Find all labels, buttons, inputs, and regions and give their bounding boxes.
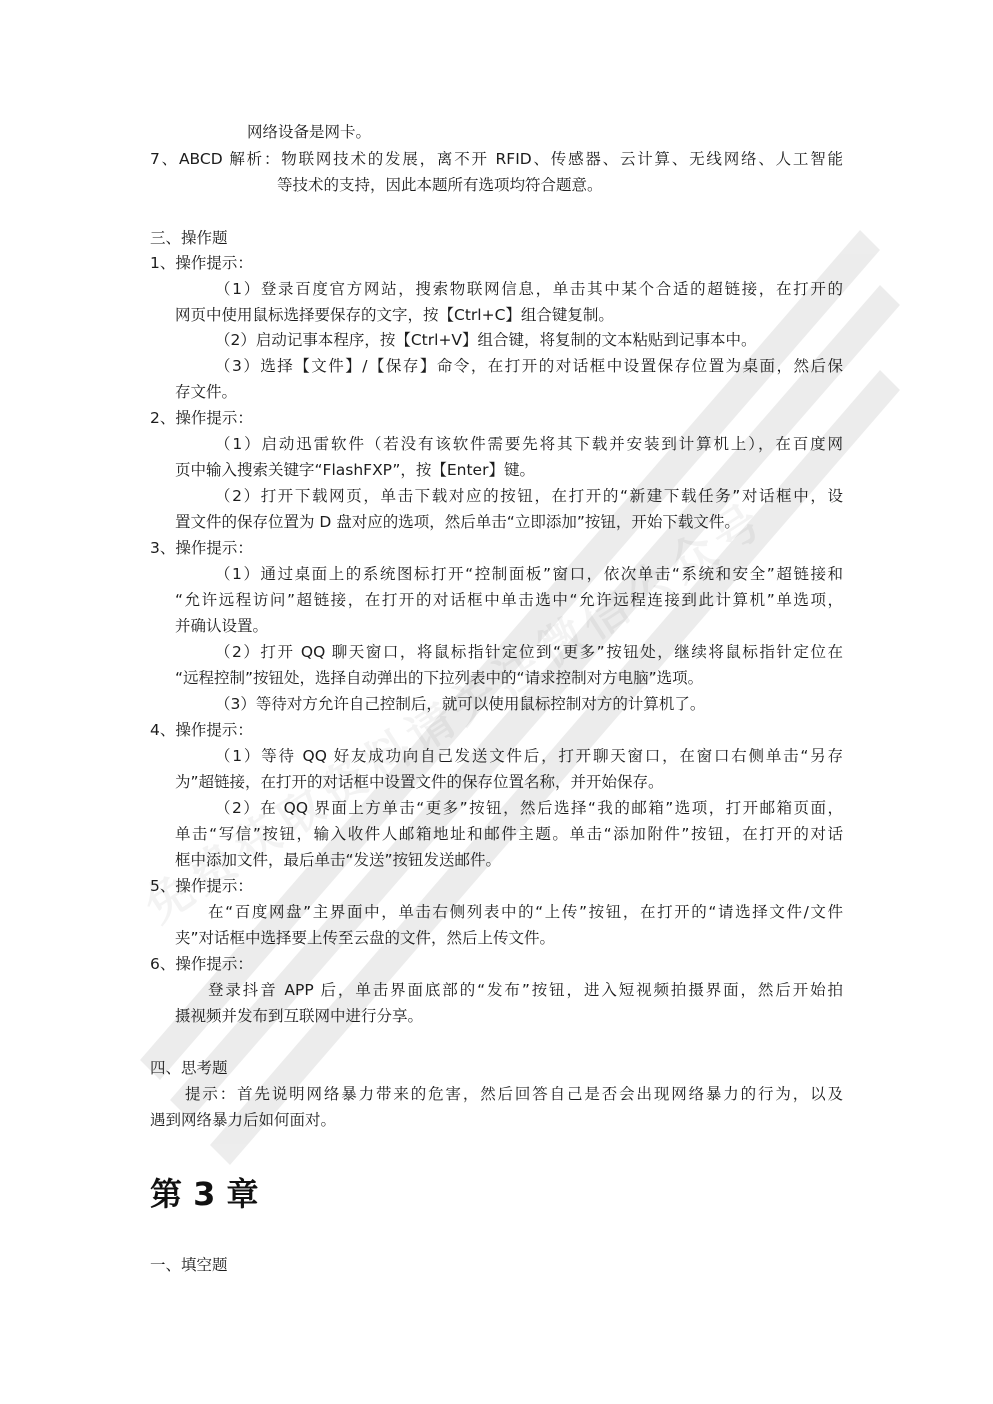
text-line: 页中输入搜索关键字“FlashFXP”，按【Enter】键。	[175, 461, 535, 479]
text-line: 网页中使用鼠标选择要保存的文字，按【Ctrl+C】组合键复制。	[175, 306, 614, 324]
question-label: 1、操作提示：	[150, 254, 253, 272]
text-line: 提示：首先说明网络暴力带来的危害，然后回答自己是否会出现网络暴力的行为，以及	[185, 1085, 843, 1103]
question-label: 6、操作提示：	[150, 955, 253, 973]
text-line: “远程控制”按钮处，选择自动弹出的下拉列表中的“请求控制对方电脑”选项。	[175, 669, 704, 687]
question-label: 2、操作提示：	[150, 409, 253, 427]
text-line: （2）打开 QQ 聊天窗口，将鼠标指针定位到“更多”按钮处，继续将鼠标指针定位在	[215, 643, 843, 661]
text-line: 等技术的支持，因此本题所有选项均符合题意。	[277, 176, 603, 194]
text-line: （1）登录百度官方网站，搜索物联网信息，单击其中某个合适的超链接，在打开的	[215, 280, 843, 298]
section-heading: 三、操作题	[150, 229, 228, 247]
chapter-title: 第 3 章	[150, 1175, 259, 1213]
text-line: 遇到网络暴力后如何面对。	[150, 1111, 337, 1129]
question-label: 5、操作提示：	[150, 877, 253, 895]
text-line: 夹”对话框中选择要上传至云盘的文件，然后上传文件。	[175, 929, 556, 947]
text-line: 7、ABCD 解析：物联网技术的发展，离不开 RFID、传感器、云计算、无线网络、人工智能	[150, 150, 843, 168]
text-line: 网络设备是网卡。	[247, 123, 372, 141]
text-line: 在“百度网盘”主界面中，单击右侧列表中的“上传”按钮，在打开的“请选择文件/文件	[208, 903, 843, 921]
text-line: （3）等待对方允许自己控制后，就可以使用鼠标控制对方的计算机了。	[215, 695, 706, 713]
text-line: 单击“写信”按钮，输入收件人邮箱地址和邮件主题。单击“添加附件”按钮，在打开的对话	[175, 825, 843, 843]
text-line: 并确认设置。	[175, 617, 269, 635]
text-line: （3）选择【文件】/【保存】命令，在打开的对话框中设置保存位置为桌面，然后保	[215, 357, 843, 375]
text-line: “允许远程访问”超链接，在打开的对话框中单击选中“允许远程连接到此计算机”单选项，	[175, 591, 843, 609]
text-line: （1）通过桌面上的系统图标打开“控制面板”窗口，依次单击“系统和安全”超链接和	[215, 565, 843, 583]
section-heading: 四、思考题	[150, 1059, 228, 1077]
text-line: 存文件。	[175, 383, 238, 401]
text-line: （2）启动记事本程序，按【Ctrl+V】组合键，将复制的文本粘贴到记事本中。	[215, 331, 757, 349]
text-line: 登录抖音 APP 后，单击界面底部的“发布”按钮，进入短视频拍摄界面，然后开始拍	[208, 981, 843, 999]
text-line: 为”超链接，在打开的对话框中设置文件的保存位置名称，并开始保存。	[175, 773, 664, 791]
question-label: 4、操作提示：	[150, 721, 253, 739]
text-line: 摄视频并发布到互联网中进行分享。	[175, 1007, 424, 1025]
section-heading: 一、填空题	[150, 1256, 228, 1274]
text-line: （2）打开下载网页，单击下载对应的按钮，在打开的“新建下载任务”对话框中，设	[215, 487, 843, 505]
text-line: （2）在 QQ 界面上方单击“更多”按钮，然后选择“我的邮箱”选项，打开邮箱页面，	[215, 799, 843, 817]
question-label: 3、操作提示：	[150, 539, 253, 557]
text-line: 置文件的保存位置为 D 盘对应的选项，然后单击“立即添加”按钮，开始下载文件。	[175, 513, 740, 531]
text-line: （1）等待 QQ 好友成功向自己发送文件后，打开聊天窗口，在窗口右侧单击“另存	[215, 747, 843, 765]
text-line: （1）启动迅雷软件（若没有该软件需要先将其下载并安装到计算机上），在百度网	[215, 435, 843, 453]
text-line: 框中添加文件，最后单击“发送”按钮发送邮件。	[175, 851, 502, 869]
